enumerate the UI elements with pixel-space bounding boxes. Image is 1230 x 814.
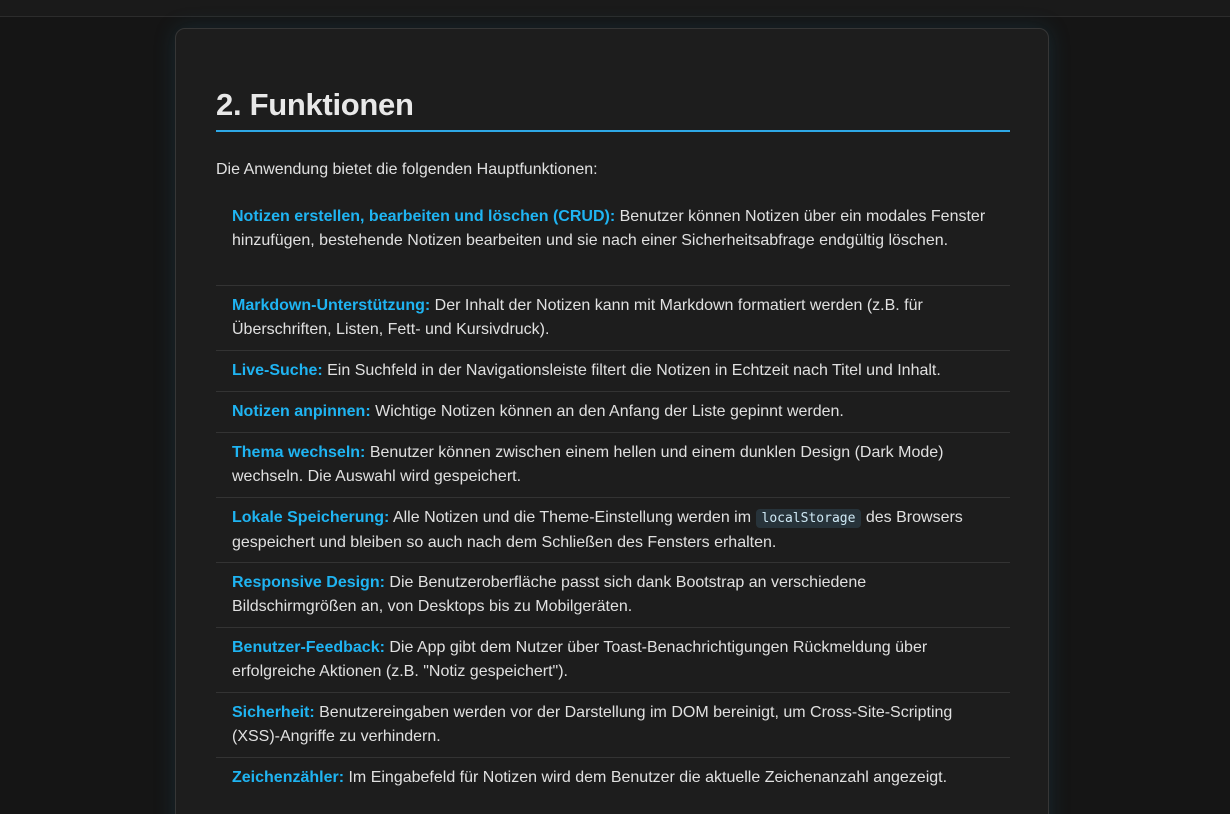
feature-list [216, 205, 1010, 799]
title-divider [216, 130, 1010, 132]
feature-description: Benutzereingaben werden vor der Darstellung im DOM bereinigt, um Cross-Site-Scripting (XSS)-Angriffe zu verhindern. [232, 704, 953, 745]
content-card [175, 28, 1049, 814]
feature-description: Wichtige Notizen können an den Anfang der Liste gepinnt werden. [370, 403, 844, 420]
feature-description-start: Alle Notizen und die Theme-Einstellung werden im [389, 509, 756, 526]
top-navbar [0, 0, 1230, 17]
code-snippet: localStorage [756, 509, 862, 528]
feature-name: Benutzer-Feedback: [232, 639, 385, 656]
feature-description: Im Eingabefeld für Notizen wird dem Benutzer die aktuelle Zeichenanzahl angezeigt. [344, 769, 948, 786]
list-item [216, 498, 1010, 563]
feature-name: Lokale Speicherung: [232, 509, 390, 526]
list-item [216, 351, 1010, 392]
feature-description-end: des Browsers gespeichert und bleiben so auch nach dem Schließen des Fensters erhalten. [232, 509, 963, 551]
feature-name: Notizen anpinnen: [232, 403, 371, 420]
feature-name: Sicherheit: [232, 704, 315, 721]
feature-name: Markdown-Unterstützung: [232, 297, 431, 314]
list-item [216, 286, 1010, 351]
feature-description: Der Inhalt der Notizen kann mit Markdown formatiert werden (z.B. für Überschriften, Listen, Fett- und Kursivdruck). [232, 297, 923, 338]
feature-name: Thema wechseln: [232, 444, 366, 461]
feature-description: Benutzer können Notizen über ein modales Fenster hinzufügen, bestehende Notizen bearbeiten und sie nach einer Sicherheitsabfrage endgültig löschen. [232, 208, 986, 249]
feature-description: Ein Suchfeld in der Navigationsleiste filtert die Notizen in Echtzeit nach Titel und Inhalt. [322, 362, 941, 379]
list-item [216, 563, 1010, 628]
list-item [216, 693, 1010, 758]
list-item [216, 433, 1010, 498]
list-item [216, 758, 1010, 799]
feature-name: Responsive Design: [232, 574, 385, 591]
list-item [216, 628, 1010, 693]
feature-description: Benutzer können zwischen einem hellen und einem dunklen Design (Dark Mode) wechseln. Die Auswahl wird gespeichert. [232, 444, 944, 485]
feature-name: Notizen erstellen, bearbeiten und löschen (CRUD): [232, 208, 616, 225]
feature-description: Die Benutzeroberfläche passt sich dank Bootstrap an verschiedene Bildschirmgrößen an, von Desktops bis zu Mobilgeräten. [232, 574, 867, 615]
list-item [216, 205, 1010, 286]
feature-name: Zeichenzähler: [232, 769, 345, 786]
section-title: 2. Funktionen [216, 87, 414, 122]
section-intro: Die Anwendung bietet die folgenden Hauptfunktionen: [216, 161, 598, 178]
feature-name: Live-Suche: [232, 362, 323, 379]
list-item [216, 392, 1010, 433]
feature-description: Die App gibt dem Nutzer über Toast-Benachrichtigungen Rückmeldung über erfolgreiche Aktionen (z.B. "Notiz gespeichert"). [232, 639, 928, 680]
